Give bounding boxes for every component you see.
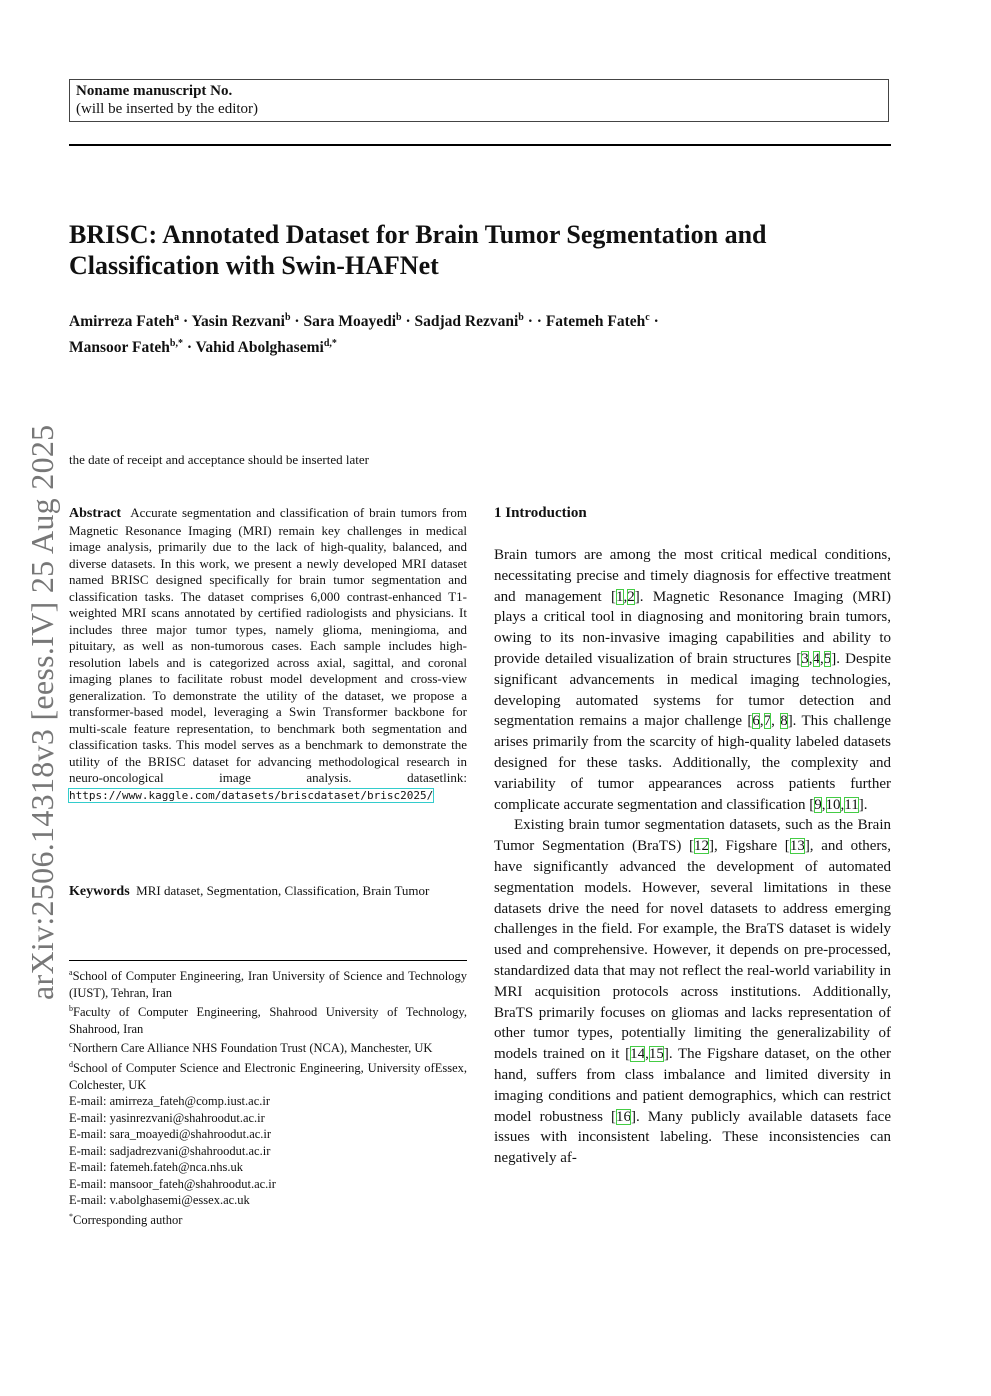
paragraph: Existing brain tumor segmentation datasets, such as the Brain Tumor Segmentation (BraTS) [12], Figshare [13], and others, have significantly advanced the development of automated segmentation models. However, several limitations in these datasets drive the need for novel datasets to address emerging challenges in the field. For example, the BraTS dataset is widely used and comprehensive. However, it depends on pre-processed, standardized data that may not reflect the real-world variability in MRI acquisition protocols across institutions. Additionally, BraTS primarily focuses on gliomas and lacks representation of other tumor types, potentially limiting the generalizability of models trained on it [14,15]. The Figshare dataset, on the other hand, suffers from class imbalance and limited diversity in imaging conditions and patient demographics, which can restrict model robustness [16]. Many publicly available datasets face issues with inconsistent labeling. These inconsistencies can negatively af-	[494, 817, 892, 1167]
manuscript-box	[69, 79, 889, 122]
footnote-item: E-mail: v.abolghasemi@essex.ac.uk	[69, 1193, 250, 1208]
citation-link[interactable]: 4	[812, 650, 821, 667]
citation-link[interactable]: 12	[694, 838, 710, 855]
footnote-item: E-mail: mansoor_fateh@shahroodut.ac.ir	[69, 1176, 276, 1191]
author-name: Sara Moayedi$^b$	[303, 312, 402, 331]
author-affiliation-mark: a	[174, 312, 180, 323]
citation-link[interactable]: 7	[763, 713, 772, 730]
paper-title: BRISC: Annotated Dataset for Brain Tumor Segmentation and Classification with Swin-HAFNet	[69, 220, 767, 280]
keywords	[69, 883, 467, 901]
footnotes	[69, 965, 467, 1228]
citation-link[interactable]: 15	[648, 1046, 664, 1063]
keywords-label: Keywords	[69, 884, 130, 899]
introduction-body	[494, 545, 891, 1169]
manuscript-number: Noname manuscript No.	[76, 83, 233, 99]
citation-link[interactable]: 2	[627, 588, 635, 605]
citation-link[interactable]: 8	[780, 713, 788, 730]
author-name: Mansoor Fateh$^{b,*}$	[69, 338, 183, 357]
keywords-text: MRI dataset, Segmentation, Classification, Brain Tumor	[136, 883, 430, 898]
citation-link[interactable]: 14	[630, 1046, 646, 1063]
received-note: the date of receipt and acceptance should be inserted later	[69, 452, 369, 467]
footnote-item: E-mail: amirreza_fateh@comp.iust.ac.ir	[69, 1094, 271, 1109]
author-affiliation-mark: b,*	[169, 338, 183, 350]
author-affiliation-mark: c	[645, 312, 650, 323]
citation-link[interactable]: 5	[823, 650, 832, 667]
author-affiliation-mark: b	[396, 312, 402, 323]
citation-link[interactable]: 11	[844, 796, 859, 813]
author-name: Vahid Abolghasemi$^{d,*}$	[195, 338, 337, 357]
citation-link[interactable]: 9	[814, 796, 822, 813]
footnote-rule	[69, 960, 467, 961]
author-name: Yasin Rezvani$^b$	[191, 312, 291, 331]
footnote-item: E-mail: yasinrezvani@shahroodut.ac.ir	[69, 1110, 265, 1125]
dataset-link[interactable]: https://www.kaggle.com/datasets/briscdataset/brisc2025/	[69, 788, 434, 802]
author-name: Sadjad Rezvani$^b$	[414, 312, 524, 331]
author-name: Amirreza Fateh$^a$	[69, 312, 180, 331]
author-affiliation-mark: b	[284, 312, 291, 323]
header-rule	[69, 144, 891, 146]
citation-link[interactable]: 1	[616, 588, 624, 605]
citation-link[interactable]: 6	[752, 713, 760, 730]
author-affiliation-mark: b	[518, 312, 524, 323]
citation-link[interactable]: 3	[801, 650, 809, 667]
abstract-label: Abstract	[69, 506, 122, 521]
footnote-item: E-mail: sadjadrezvani@shahroodut.ac.ir	[69, 1143, 271, 1158]
citation-link[interactable]: 16	[616, 1108, 632, 1125]
editor-note: (will be inserted by the editor)	[76, 101, 259, 117]
footnote-item: $^c$Northern Care Alliance NHS Foundation Trust (NCA), Manchester, UK	[69, 1040, 433, 1056]
abstract	[69, 505, 467, 804]
arxiv-identifier: arXiv:2506.14318v3 [eess.IV] 25 Aug 2025	[24, 424, 60, 1000]
paragraph: Brain tumors are among the most critical medical conditions, necessitating precise and timely diagnosis for effective treatment and management [1,2]. Magnetic Resonance Imaging (MRI) plays a critical tool in diagnosing and monitoring brain tumors, owing to its non-invasive imaging capabilities and ability to provide detailed visualization of brain structures [3,4,5]. Despite significant advancements in medical imaging technologies, developing automated systems for tumor detection and segmentation remains a major challenge [6,7, 8]. This challenge arises primarily from the scarcity of high-quality labeled datasets designed for these tasks. Additionally, the complexity and variability of tumor appearances across patients further complicate accurate segmentation and classification [9,10,11].	[494, 547, 891, 813]
footnote-item: E-mail: fatemeh.fateh@nca.nhs.uk	[69, 1160, 243, 1175]
footnote-item: $^d$School of Computer Science and Electronic Engineering, University ofEssex, Colchester, UK	[69, 1059, 467, 1092]
footnote-item: $^a$School of Computer Engineering, Iran University of Science and Technology (IUST), Tehran, Iran	[69, 968, 467, 1000]
citation-link[interactable]: 13	[789, 838, 805, 855]
footnote-item: E-mail: sara_moayedi@shahroodut.ac.ir	[69, 1127, 272, 1142]
abstract-text: Accurate segmentation and classification of brain tumors from Magnetic Resonance Imaging (MRI) remain key challenges in medical image analysis, primarily due to the lack of high-quality, balanced, and diverse datasets. In this work, we present a newly developed MRI dataset named BRISC designed specifically for brain tumor segmentation and classification tasks. The dataset comprises 6,000 contrast-enhanced T1-weighted MRI scans annotated by certified radiologists and physicians. It includes three major tumor types, namely glioma, meningioma, and pituitary, as well as non-tumorous cases. Each sample includes high-resolution labels and is categorized across axial, sagittal, and coronal imaging planes to facilitate robust model development and cross-view generalization. To demonstrate the utility of the dataset, we propose a transformer-based model, leveraging a Swin Transformer backbone for multi-scale feature representation, to benchmark both segmentation and classification tasks. This model serves as a benchmark to demonstrate the utility of the BRISC dataset for advancing methodological research in neuro-oncological image analysis. datasetlink:	[69, 505, 467, 785]
section-heading: 1 Introduction	[494, 505, 587, 521]
citation-link[interactable]: 10	[825, 796, 841, 813]
footnote-item: *Corresponding author	[69, 1211, 183, 1227]
author-name: Fatemeh Fateh$^c$	[545, 312, 650, 331]
footnote-item: $^b$Faculty of Computer Engineering, Shahrood University of Technology, Shahrood, Iran	[69, 1004, 467, 1036]
author-affiliation-mark: d,*	[323, 338, 337, 350]
author-list: Amirreza Fateh$^a$ · Yasin Rezvani$^b$ · Sara Moayedi$^b$ · Sadjad Rezvani$^b$ · · Fatemeh Fateh$^c$ · Mansoor Fateh$^{b,*}$ · Vahid Abolghasemi$^{d,*}$	[69, 312, 659, 357]
